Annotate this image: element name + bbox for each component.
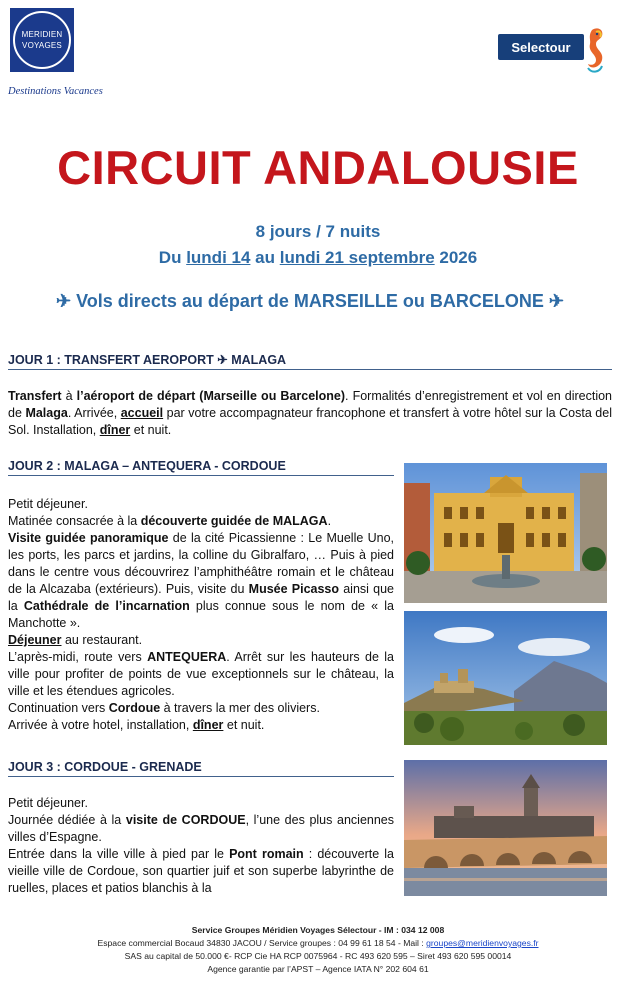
page-title: CIRCUIT ANDALOUSIE — [57, 141, 579, 194]
day3-l2b: visite de CORDOUE — [125, 813, 246, 827]
cordoba-bridge-image — [404, 760, 607, 896]
day2-text — [8, 496, 394, 734]
day2-line7 — [8, 717, 394, 734]
meridien-logo — [8, 8, 108, 100]
day2-l5c: . Arrêt sur les hauteurs de la ville pour profiter de points de vue exceptionnels sur le château, la ville et les étendues agricoles. — [8, 650, 394, 698]
day3-l2c: , l’une des plus anciennes villes d’Espagne. — [8, 813, 394, 844]
day2-l4b: au restaurant. — [61, 633, 143, 647]
seahorse-icon — [582, 26, 608, 74]
day2-l5b: ANTEQUERA — [147, 650, 227, 664]
selectour-logo — [498, 26, 610, 76]
dates-start: lundi 14 — [186, 248, 251, 267]
day2-l3a: Visite guidée panoramique — [8, 531, 169, 545]
day2-l7b: dîner — [192, 718, 224, 732]
dates-end: lundi 21 septembre — [279, 248, 435, 267]
selectour-badge: Selectour — [498, 34, 584, 60]
day2-l6c: à travers la mer des oliviers. — [160, 701, 320, 715]
day3-text — [8, 795, 394, 897]
photo-malaga-palace — [404, 463, 607, 603]
day2-l3c: Musée Picasso — [248, 582, 340, 596]
day2-l7c: et nuit. — [223, 718, 265, 732]
day1-t6: . Arrivée, — [67, 406, 121, 420]
day2-l6a: Continuation vers — [8, 701, 109, 715]
day3-l2a: Journée dédiée à la — [8, 813, 126, 827]
meridien-logo-ring — [13, 11, 71, 69]
day2-line5 — [8, 649, 394, 700]
day1-t10: et nuit. — [130, 423, 172, 437]
day2-l2c: . — [327, 514, 332, 528]
day1-t7: accueil — [120, 406, 164, 420]
day2-line1: Petit déjeuner. — [8, 497, 88, 511]
photo-antequera — [404, 611, 607, 745]
footer-line4: Agence garantie par l’APST – Agence IATA N° 202 604 61 — [207, 964, 429, 974]
day3-heading: JOUR 3 : CORDOUE - GRENADE — [8, 760, 394, 777]
day1-t3: l’aéroport de départ (Marseille ou Barcelone) — [76, 389, 346, 403]
duration: 8 jours / 7 nuits — [255, 222, 381, 241]
footer-line2-text: Espace commercial Bocaud 34830 JACOU / Service groupes : 04 99 61 18 54 - Mail : — [97, 938, 427, 948]
meridien-logo-line1: MERIDIEN — [21, 30, 63, 39]
day2-l3e: Cathédrale de l’incarnation — [23, 599, 190, 613]
dates-year: 2026 — [434, 248, 478, 267]
day3-l3c: : découverte la vieille ville de Cordoue, son quartier juif et son superbe labyrinthe de ruelles, places et patios blanchis à la — [8, 847, 395, 895]
meridien-logo-line2: VOYAGES — [22, 41, 62, 50]
day3-line1: Petit déjeuner. — [8, 796, 88, 810]
day1-t2: à — [61, 389, 77, 403]
day2-line4 — [8, 632, 394, 649]
day2-l3f: plus connue sous le nom de « la Manchotte ». — [8, 599, 394, 630]
footer-line1: Service Groupes Méridien Voyages Sélectour - IM : 034 12 008 — [191, 925, 445, 935]
day2-l7a: Arrivée à votre hotel, installation, — [8, 718, 193, 732]
day2-l5a: L’après-midi, route vers — [8, 650, 148, 664]
day3-line3 — [8, 846, 394, 897]
dates-prefix: Du — [158, 248, 187, 267]
footer-line2 — [0, 937, 636, 950]
day1-t8: par votre accompagnateur francophone et transfert à votre hôtel sur la Costa del Sol. Installation, — [8, 406, 612, 437]
meridien-logo-box — [10, 8, 74, 72]
day1-text — [8, 388, 612, 439]
dates — [0, 248, 636, 268]
footer — [0, 924, 636, 976]
flights-banner: ✈ Vols directs au départ de MARSEILLE ou BARCELONE ✈ — [56, 291, 564, 311]
day2-l4a: Déjeuner — [8, 633, 62, 647]
day3-l3a: Entrée dans la ville ville à pied par le — [8, 847, 230, 861]
photo-cordoba-bridge — [404, 760, 607, 896]
day2-line6 — [8, 700, 394, 717]
day2-l6b: Cordoue — [108, 701, 161, 715]
day1-t4: . Formalités d’enregistrement et vol en direction de — [8, 389, 612, 420]
day2-l2a: Matinée consacrée à la — [8, 514, 141, 528]
day2-line3 — [8, 530, 394, 632]
day1-t5: Malaga — [25, 406, 68, 420]
day2-heading: JOUR 2 : MALAGA – ANTEQUERA - CORDOUE — [8, 459, 394, 476]
day2-l2b: découverte guidée de MALAGA — [140, 514, 328, 528]
day3-l3b: Pont romain — [229, 847, 304, 861]
day1-t9: dîner — [99, 423, 131, 437]
day2-l3d: ainsi que la — [8, 582, 395, 613]
antequera-image — [404, 611, 607, 745]
day3-line2 — [8, 812, 394, 846]
footer-email-link[interactable]: groupes@meridienvoyages.fr — [426, 938, 539, 948]
footer-line3: SAS au capital de 50.000 €- RCP Cie HA RCP 0075964 - RC 493 620 595 – Siret 493 620 595 00014 — [124, 951, 512, 961]
meridien-tagline: Destinations Vacances — [8, 86, 103, 97]
day2-line2 — [8, 513, 394, 530]
malaga-palace-image — [404, 463, 607, 603]
dates-mid: au — [250, 248, 280, 267]
day2-l3b: de la cité Picassienne : Le Muelle Uno, les ports, les parcs et jardins, la colline du Gibralfaro, … Puis à pied dans le centre vous découvrirez l’amphithéâtre romain et le château de la Alcazaba (extérieurs). Puis, visite du — [8, 531, 394, 596]
day1-heading: JOUR 1 : TRANSFERT AEROPORT ✈ MALAGA — [8, 352, 612, 370]
day1-t1: Transfert — [8, 389, 62, 403]
